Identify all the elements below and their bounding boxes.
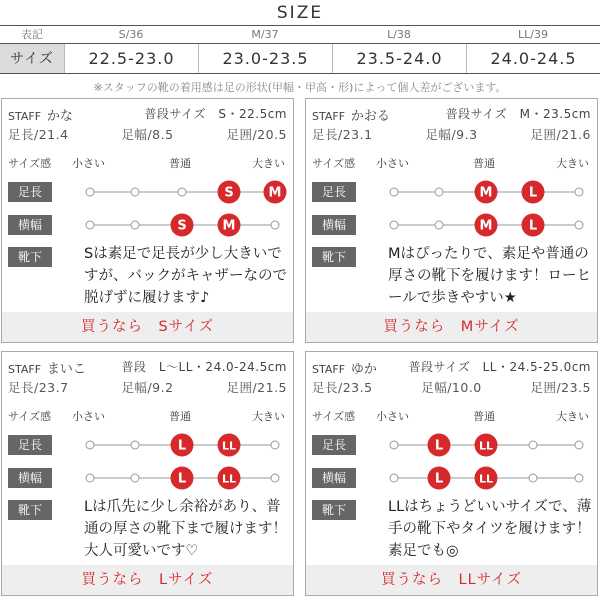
- scale-dot: [435, 221, 443, 229]
- staff-label: STAFF: [8, 110, 42, 123]
- scale-dot: [435, 188, 443, 196]
- recommended-size: 買うなら Sサイズ: [2, 312, 293, 342]
- staff-card-header: [312, 358, 591, 377]
- width-row-label: 横幅: [8, 215, 52, 235]
- scale-dot: [131, 474, 139, 482]
- size-header-cell: S/36: [118, 28, 144, 41]
- foot-width-scale: [2, 213, 295, 237]
- size-marker-label: S: [177, 218, 187, 234]
- staff-card-header: [8, 358, 287, 377]
- width-row-label: 横幅: [8, 468, 52, 488]
- staff-name: ゆか: [350, 362, 377, 377]
- scale-small-label: 小さい: [376, 157, 409, 170]
- staff-comment: Sは素足で足長が少し大きいですが、バックがキャザーなので脱げずに履けます♪: [84, 246, 287, 306]
- scale-dot: [271, 474, 279, 482]
- size-marker-label: S: [224, 185, 234, 201]
- usual-size: 普段 L〜LL・24.0-24.5cm: [121, 360, 287, 374]
- staff-name: かおる: [350, 109, 390, 124]
- size-marker-ll: [218, 467, 241, 490]
- scale-dot: [271, 441, 279, 449]
- size-cell: 24.0-24.5: [466, 44, 600, 73]
- fit-note: ※スタッフの靴の着用感は足の形状(甲幅・甲高・形)によって個人差がございます。: [93, 81, 507, 94]
- size-marker-ll: [475, 467, 498, 490]
- length-row-label: 足長: [312, 182, 356, 202]
- staff-card: [1, 98, 294, 343]
- foot-girth-value: 足囲/20.5: [226, 127, 287, 142]
- size-marker-label: M: [479, 218, 493, 234]
- foot-width-value: 足幅/9.3: [425, 127, 478, 142]
- size-marker-l: [428, 434, 451, 457]
- foot-girth-value: 足囲/23.5: [530, 380, 591, 395]
- width-row-label: 横幅: [312, 468, 356, 488]
- scale-dot: [575, 188, 583, 196]
- foot-measurements: [312, 378, 591, 396]
- staff-comment: Mはぴったりで、素足や普通の厚さの靴下を履けます！ローヒールで歩きやすい★: [388, 246, 591, 306]
- size-marker-s: [218, 181, 241, 204]
- scale-dot: [390, 188, 398, 196]
- size-marker-l: [522, 214, 545, 237]
- size-marker-m: [264, 181, 287, 204]
- scale-dot: [575, 441, 583, 449]
- scale-small-label: 小さい: [72, 157, 105, 170]
- scale-dot: [131, 441, 139, 449]
- fit-scale-label: サイズ感: [312, 157, 356, 170]
- size-header-cell: M/37: [251, 28, 279, 41]
- foot-length-value: 足長/21.4: [8, 127, 69, 142]
- foot-length-scale: [2, 180, 295, 204]
- size-marker-l: [428, 467, 451, 490]
- width-row-label: 横幅: [312, 215, 356, 235]
- foot-girth-value: 足囲/21.6: [530, 127, 591, 142]
- scale-normal-label: 普通: [169, 157, 191, 170]
- foot-length-scale: [306, 433, 599, 457]
- size-cell: 22.5-23.0: [64, 44, 198, 73]
- foot-width-scale: [306, 466, 599, 490]
- recommended-size: 買うなら LLサイズ: [306, 565, 597, 595]
- scale-dot: [86, 441, 94, 449]
- foot-measurements: [312, 125, 591, 143]
- size-marker-l: [522, 181, 545, 204]
- staff-card: [305, 351, 598, 596]
- staff-card-header: [8, 105, 287, 124]
- size-cell: 23.0-23.5: [198, 44, 332, 73]
- usual-size: 普段サイズ M・23.5cm: [445, 107, 591, 121]
- fit-scale-label: サイズ感: [312, 410, 356, 423]
- scale-dot: [529, 441, 537, 449]
- size-marker-label: M: [268, 185, 282, 201]
- size-marker-label: L: [528, 218, 538, 234]
- foot-width-scale: [306, 213, 599, 237]
- fit-scale-label: サイズ感: [8, 410, 52, 423]
- scale-large-label: 大きい: [252, 157, 285, 170]
- usual-size: 普段サイズ LL・24.5-25.0cm: [408, 360, 591, 374]
- size-row-label: サイズ: [0, 44, 64, 73]
- size-cell: 23.5-24.0: [332, 44, 466, 73]
- size-marker-label: LL: [221, 472, 237, 486]
- size-header-cell: 表記: [21, 28, 43, 41]
- size-marker-label: LL: [478, 439, 494, 453]
- length-row-label: 足長: [8, 182, 52, 202]
- foot-length-value: 足長/23.7: [8, 380, 69, 395]
- staff-card: [305, 98, 598, 343]
- size-marker-label: LL: [478, 472, 494, 486]
- staff-label: STAFF: [312, 110, 346, 123]
- staff-name: かな: [46, 109, 73, 124]
- staff-label: STAFF: [312, 363, 346, 376]
- scale-dot: [86, 221, 94, 229]
- page-title: SIZE: [276, 3, 324, 23]
- scale-large-label: 大きい: [252, 410, 285, 423]
- foot-measurements: [8, 125, 287, 143]
- size-marker-s: [171, 214, 194, 237]
- socks-row-label: 靴下: [8, 500, 52, 520]
- foot-length-scale: [2, 433, 295, 457]
- staff-label: STAFF: [8, 363, 42, 376]
- scale-normal-label: 普通: [473, 410, 495, 423]
- socks-row-label: 靴下: [312, 500, 356, 520]
- scale-dot: [271, 221, 279, 229]
- usual-size: 普段サイズ S・22.5cm: [144, 107, 287, 121]
- size-table-row: [0, 44, 600, 74]
- size-marker-label: L: [177, 471, 187, 487]
- recommended-size: 買うなら Mサイズ: [306, 312, 597, 342]
- size-header-cell: LL/39: [518, 28, 548, 41]
- foot-width-value: 足幅/8.5: [121, 127, 174, 142]
- scale-dot: [86, 188, 94, 196]
- size-table: [0, 26, 600, 74]
- foot-length-scale: [306, 180, 599, 204]
- socks-row-label: 靴下: [8, 247, 52, 267]
- size-marker-m: [475, 214, 498, 237]
- scale-dot: [529, 474, 537, 482]
- foot-length-value: 足長/23.1: [312, 127, 373, 142]
- size-marker-l: [171, 434, 194, 457]
- foot-width-value: 足幅/9.2: [121, 380, 174, 395]
- length-row-label: 足長: [8, 435, 52, 455]
- size-marker-ll: [475, 434, 498, 457]
- foot-width-scale: [2, 466, 295, 490]
- staff-card: [1, 351, 294, 596]
- scale-dot: [390, 474, 398, 482]
- size-marker-m: [475, 181, 498, 204]
- scale-small-label: 小さい: [72, 410, 105, 423]
- size-marker-label: L: [177, 438, 187, 454]
- scale-large-label: 大きい: [556, 410, 589, 423]
- size-marker-l: [171, 467, 194, 490]
- recommended-size: 買うなら Lサイズ: [2, 565, 293, 595]
- foot-measurements: [8, 378, 287, 396]
- foot-length-value: 足長/23.5: [312, 380, 373, 395]
- scale-dot: [575, 474, 583, 482]
- size-header-cell: L/38: [387, 28, 411, 41]
- size-marker-label: M: [479, 185, 493, 201]
- scale-dot: [390, 221, 398, 229]
- size-marker-m: [218, 214, 241, 237]
- fit-scale-label: サイズ感: [8, 157, 52, 170]
- socks-row-label: 靴下: [312, 247, 356, 267]
- scale-dot: [86, 474, 94, 482]
- scale-dot: [575, 221, 583, 229]
- staff-name: まいこ: [46, 362, 86, 377]
- scale-small-label: 小さい: [376, 410, 409, 423]
- scale-dot: [390, 441, 398, 449]
- scale-dot: [178, 188, 186, 196]
- size-table-header: [0, 26, 600, 44]
- scale-large-label: 大きい: [556, 157, 589, 170]
- size-marker-label: LL: [221, 439, 237, 453]
- staff-card-header: [312, 105, 591, 124]
- foot-width-value: 足幅/10.0: [421, 380, 482, 395]
- scale-normal-label: 普通: [169, 410, 191, 423]
- size-marker-ll: [218, 434, 241, 457]
- staff-comment: Lは爪先に少し余裕があり、普通の厚さの靴下まで履けます！大人可愛いです♡: [84, 499, 287, 559]
- size-marker-label: L: [528, 185, 538, 201]
- length-row-label: 足長: [312, 435, 356, 455]
- size-marker-label: M: [222, 218, 236, 234]
- staff-comment: LLはちょうどいいサイズで、薄手の靴下やタイツを履けます！素足でも◎: [388, 499, 592, 559]
- scale-normal-label: 普通: [473, 157, 495, 170]
- foot-girth-value: 足囲/21.5: [226, 380, 287, 395]
- size-marker-label: L: [434, 438, 444, 454]
- scale-dot: [131, 188, 139, 196]
- size-marker-label: L: [434, 471, 444, 487]
- scale-dot: [131, 221, 139, 229]
